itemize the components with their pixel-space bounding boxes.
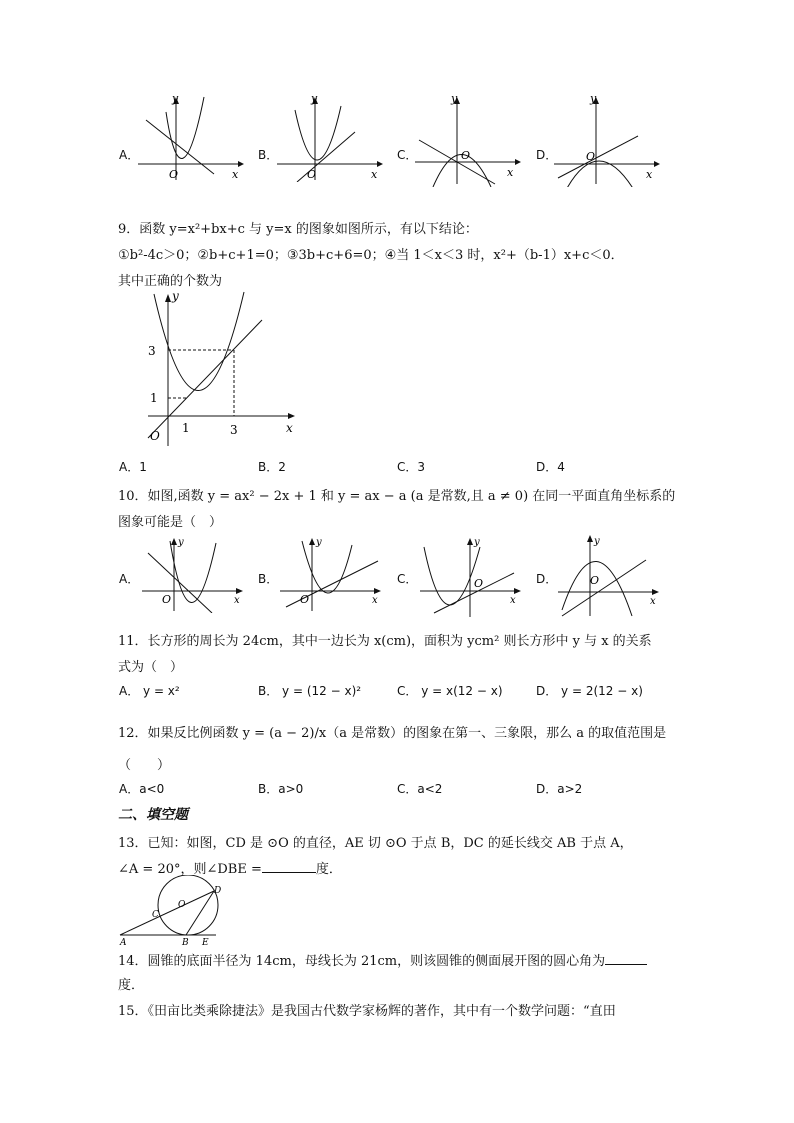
svg-text:x: x [232,168,239,181]
q11-answer-a: A． y = x² [119,684,180,698]
q10-option-c: C． [397,572,418,586]
q9-stem-line2: ①b²-4c＞0；②b+c+1=0；③3b+c+6=0；④当 1＜x＜3 时，x²+（b-1）x+c＜0． [118,248,624,263]
svg-text:y: y [594,536,600,547]
q11-answer-b: B． y = (12 − x)² [258,684,362,698]
q9-answer-b: B．2 [258,460,286,474]
q9-stem-line3: 其中正确的个数为 [118,274,223,289]
svg-text:x: x [646,168,653,181]
q8-option-b: B． [258,148,279,162]
q10-option-b: B． [258,572,279,586]
svg-text:x: x [234,595,240,606]
q9-graph-x1: 1 [182,421,190,435]
q13-answer-blank[interactable] [262,860,316,873]
q14-stem-line1 [118,950,647,969]
q8-graph-d [552,92,662,187]
q10-stem-line2: 图象可能是（ ） [118,515,223,530]
q13-circle-figure [116,875,236,947]
q12-stem-line1: 12．如果反比例函数 y = (a − 2)/x（a 是常数）的图象在第一、三象限，那么 a 的取值范围是 [118,726,667,741]
q9-graph-y3: 3 [148,344,156,358]
svg-text:O: O [461,149,471,162]
q15-stem-line1: 15．《田亩比类乘除捷法》是我国古代数学家杨辉的著作，其中有一个数学问题：“直田 [118,1004,616,1019]
svg-text:x: x [650,596,656,607]
svg-text:y: y [590,92,597,105]
q13-point-e: E [202,938,209,947]
svg-text:y: y [451,92,458,105]
q9-stem-line1: 9．函数 y=x²+bx+c 与 y=x 的图象如图所示，有以下结论： [118,222,478,237]
q9-answer-c: C．3 [397,460,426,474]
q9-graph-y1: 1 [150,391,158,405]
q9-answer-a: A．1 [119,460,147,474]
q8-option-d: D． [536,148,558,162]
q12-answer-b: B．a>0 [258,782,304,796]
q8-graph-a [136,92,246,182]
svg-text:O: O [307,168,317,181]
q8-option-c: C． [397,148,418,162]
svg-text:x: x [371,168,378,181]
q13-stem-line1: 13．已知：如图，CD 是 ⊙O 的直径，AE 切 ⊙O 于点 B，DC 的延长线交 AB 于点 A， [118,836,633,851]
q10-graph-a [140,533,250,613]
q9-graph-origin: O [150,429,160,443]
q10-stem-line1: 10．如图,函数 y = ax² − 2x + 1 和 y = ax − a (a 是常数,且 a ≠ 0) 在同一平面直角坐标系的 [118,489,676,504]
svg-text:x: x [372,595,378,606]
q11-answer-c: C． y = x(12 − x) [397,684,503,698]
q10-graph-c [418,533,528,618]
q12-answer-d: D．a>2 [536,782,583,796]
q11-answer-d: D． y = 2(12 − x) [536,684,643,698]
svg-text:y: y [311,92,318,105]
svg-text:O: O [474,577,484,590]
svg-text:x: x [510,595,516,606]
q10-graph-b [278,533,388,613]
q13-point-d: D [214,886,222,896]
svg-text:O: O [586,150,596,163]
q12-answer-c: C．a<2 [397,782,443,796]
q13-point-o: O [178,900,186,910]
q8-graph-c [413,92,523,187]
q11-stem-line2: 式为（ ） [118,660,184,675]
q13-stem-line2-text: ∠A = 20°，则∠DBE = [118,862,262,877]
q13-stem-line2-unit: 度． [315,862,342,877]
q13-point-b: B [182,938,189,947]
q12-stem-line2: （ ） [118,758,171,773]
svg-text:y: y [172,92,179,105]
q8-option-a: A． [119,148,140,162]
q14-stem-line2: 度． [118,978,145,993]
section-heading-fill-blank: 二、填空题 [118,807,188,823]
svg-text:O: O [590,574,600,587]
q14-stem-line1-text: 14．圆锥的底面半径为 14cm，母线长为 21cm，则该圆锥的侧面展开图的圆心角为 [118,954,606,969]
q9-graph-x3: 3 [230,423,238,437]
q13-point-c: C [152,910,159,920]
q8-graph-b [275,92,385,182]
q10-option-a: A． [119,572,140,586]
q12-answer-a: A．a<0 [119,782,165,796]
q10-graph-d [556,530,666,618]
svg-text:x: x [507,166,514,179]
q9-answer-d: D．4 [536,460,565,474]
svg-text:O: O [300,593,310,606]
svg-text:O: O [169,168,179,181]
svg-text:O: O [162,593,172,606]
svg-text:y: y [178,537,184,548]
q10-option-d: D． [536,572,558,586]
q9-graph-x-label: x [286,421,293,435]
q13-point-a: A [120,938,127,947]
q14-answer-blank[interactable] [605,952,647,965]
q11-stem-line1: 11．长方形的周长为 24cm，其中一边长为 x(cm)，面积为 ycm² 则长方形中 y 与 x 的关系 [118,634,652,649]
q9-graph [140,288,310,450]
svg-text:y: y [474,537,480,548]
q9-graph-y-label: y [172,289,179,303]
svg-text:y: y [316,537,322,548]
